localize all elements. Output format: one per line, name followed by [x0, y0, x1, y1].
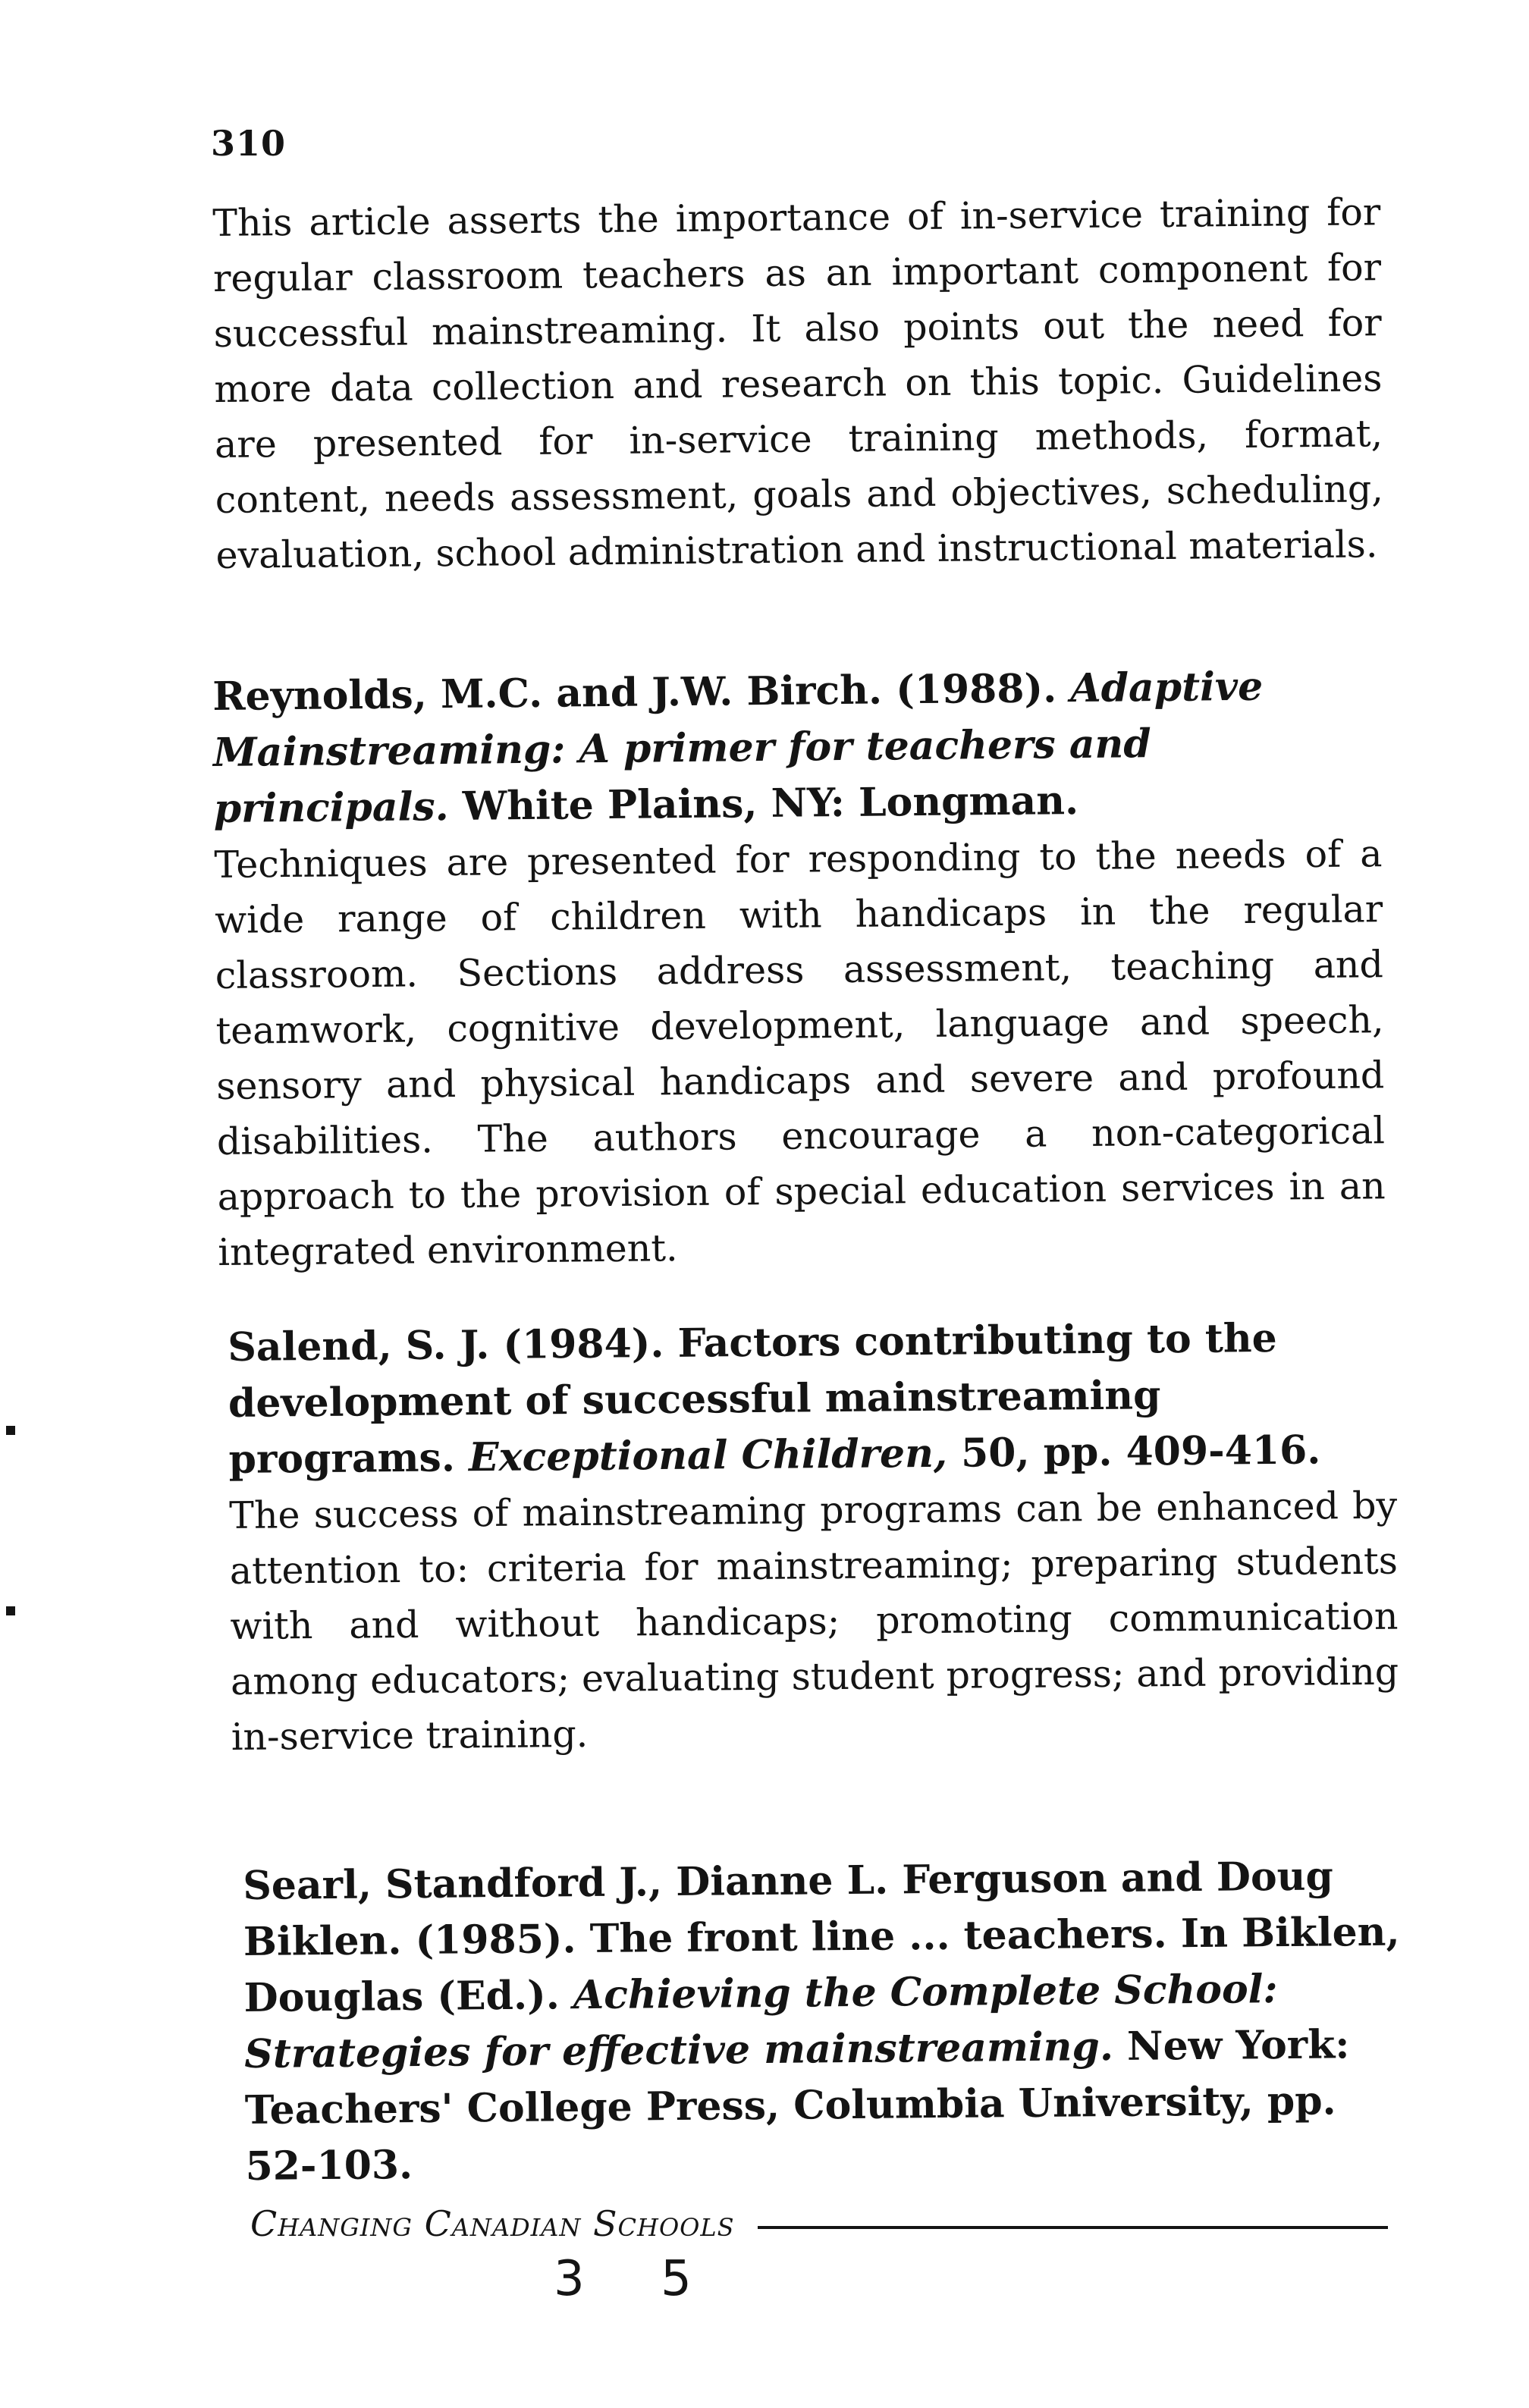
- citation-authors: Salend, S. J. (1984). Factors contributing to the development of successful mainstreaming programs.: [228, 1314, 1277, 1483]
- citation-title: Achieving the Complete School: Strategies for effective mainstreaming.: [243, 1966, 1278, 2077]
- entry-abstract: The success of mainstreaming programs can be enhanced by attention to: criteria for mainstreaming; preparing students with and without handicaps; promoting communication among educators; evaluating student progress; and providing in-service training.: [229, 1483, 1399, 1759]
- scan-artifact-mark: [6, 1426, 15, 1435]
- citation-volume: 50, pp. 409-416.: [960, 1427, 1321, 1477]
- handwritten-page-mark: 3 5: [554, 2251, 722, 2307]
- citation-title: Adaptive Mainstreaming: A primer for teachers and principals.: [212, 663, 1264, 832]
- reference-entry-searl: [243, 1848, 1414, 2195]
- abstract-continued: [212, 184, 1384, 583]
- citation: [243, 1848, 1414, 2195]
- citation-authors: Reynolds, M.C. and J.W. Birch. (1988).: [212, 665, 1057, 720]
- entry-abstract: Techniques are presented for responding to the needs of a wide range of children with handicaps in the regular classroom. Sections address assessment, teaching and teamwork, cognitive development, language and speech, sensory and physical handicaps and severe and profound disabilities. The authors encourage a non-categorical approach to the provision of special education services in an integrated environment.: [214, 832, 1386, 1274]
- running-footer: [250, 2203, 1388, 2244]
- footer-journal-title: Changing Canadian Schools: [250, 2203, 735, 2244]
- citation-publisher: White Plains, NY: Longman.: [462, 777, 1079, 830]
- scan-artifact-mark: [6, 1606, 15, 1615]
- page-number: 310: [211, 123, 287, 164]
- citation-authors: Searl, Standford J., Dianne L. Ferguson and Doug Biklen. (1985). The front line ... teachers. In Biklen, Douglas (Ed.).: [243, 1853, 1400, 2021]
- citation-journal: Exceptional Children,: [468, 1430, 948, 1481]
- citation: [228, 1310, 1397, 1488]
- footer-rule: [758, 2226, 1388, 2229]
- citation: [212, 658, 1382, 837]
- abstract-text: This article asserts the importance of in-service training for regular classroom teachers as an important component for successful mainstreaming. It also points out the need for more data collection and research on this topic. Guidelines are presented for in-service training methods, format, content, needs assessment, goals and objectives, scheduling, evaluation, school administration and instructional materials.: [212, 190, 1384, 577]
- reference-entry-reynolds: [212, 658, 1386, 1280]
- citation-publisher: New York: Teachers' College Press, Columbia University, pp. 52-103.: [244, 2021, 1350, 2190]
- reference-entry-salend: [228, 1310, 1399, 1765]
